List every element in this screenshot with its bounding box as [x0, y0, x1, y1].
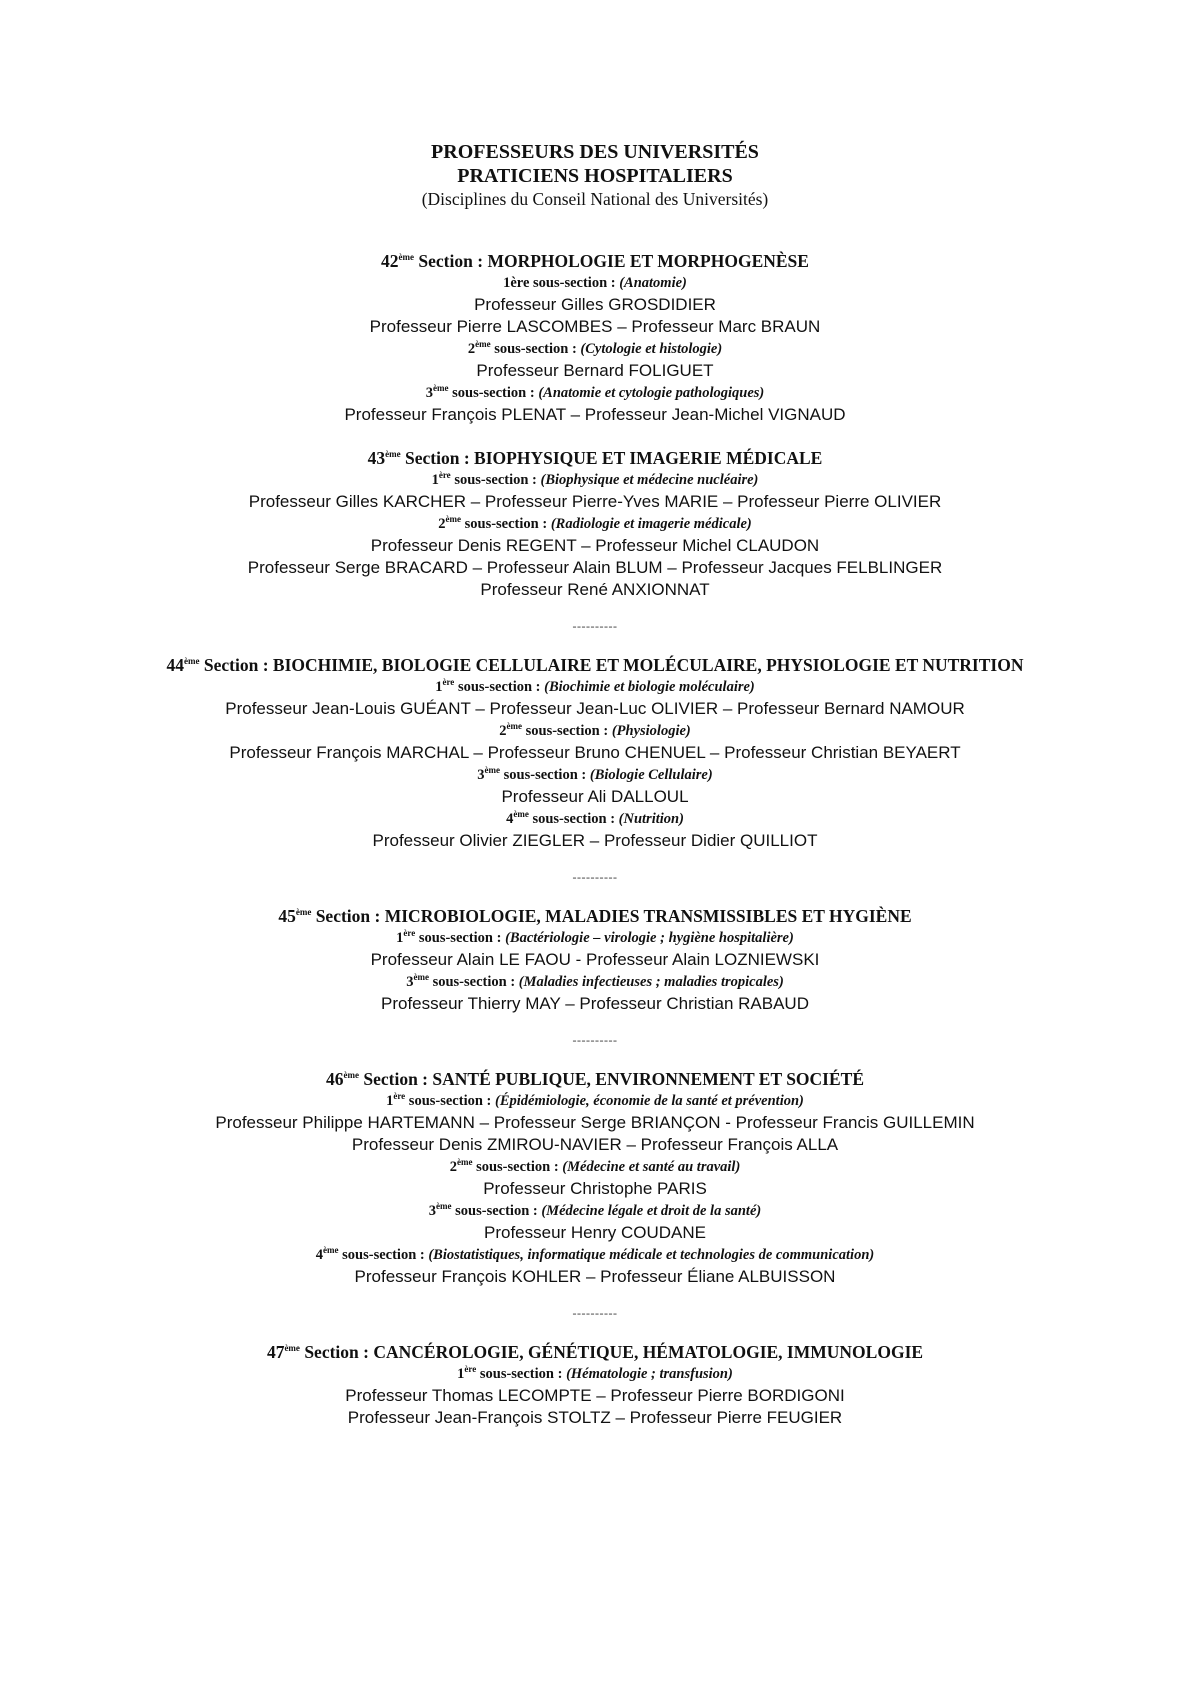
professor-names-line: Professeur François KOHLER – Professeur Éliane ALBUISSON	[354, 1267, 836, 1286]
subsection-heading	[0, 720, 1190, 742]
subsection-label: sous-section :	[450, 472, 541, 488]
subsection-heading	[0, 1156, 1190, 1178]
subsection-number-suffix: ère	[393, 1091, 406, 1102]
subsection-name: (Biochimie et biologie moléculaire)	[544, 679, 755, 695]
subsection-name: (Médecine légale et droit de la santé)	[541, 1203, 762, 1219]
subsection-heading	[0, 1244, 1190, 1266]
section-label: Section :	[199, 655, 273, 675]
professor-names-line: Professeur Bernard FOLIGUET	[476, 361, 714, 380]
subsection-label: sous-section :	[529, 275, 620, 291]
section-44	[0, 654, 1190, 852]
subsection-number-suffix: ème	[506, 721, 522, 732]
subsection-number: 1	[457, 1366, 465, 1382]
section-number: 44	[166, 655, 184, 675]
subsection-number: 3	[477, 767, 485, 783]
professor-names-line: Professeur Olivier ZIEGLER – Professeur Didier QUILLIOT	[372, 831, 818, 850]
professor-names-line: Professeur René ANXIONNAT	[480, 580, 710, 599]
subsection-number-suffix: ème	[323, 1245, 339, 1256]
section-number-suffix: ème	[343, 1070, 359, 1081]
document-header	[0, 0, 1190, 210]
section-number: 43	[367, 448, 386, 468]
section-42	[0, 250, 1190, 426]
section-number-suffix: ème	[398, 252, 415, 263]
subsection-number: 1	[431, 472, 439, 488]
subsection-label: sous-section :	[428, 974, 519, 990]
subsection-number: 2	[438, 516, 446, 532]
section-separator: ----------	[572, 1306, 618, 1320]
subsection-heading	[0, 513, 1190, 535]
section-47	[0, 1341, 1190, 1429]
professor-names-line: Professeur Denis ZMIROU-NAVIER – Professeur François ALLA	[351, 1135, 839, 1154]
section-label: Section :	[400, 448, 475, 468]
subsection-number: 3	[425, 385, 433, 401]
section-heading	[145, 250, 1045, 272]
subsection-heading	[0, 1200, 1190, 1222]
subsection-name: (Cytologie et histologie)	[580, 341, 723, 357]
section-number: 42	[381, 251, 399, 271]
section-heading	[145, 1341, 1045, 1363]
subsection-name: (Anatomie)	[619, 275, 687, 291]
subsection-number-suffix: ère	[403, 928, 416, 939]
subsection-heading	[0, 808, 1190, 830]
subsection-number-suffix: ème	[413, 972, 429, 983]
subsection-name: (Bactériologie – virologie ; hygiène hospitalière)	[505, 930, 794, 946]
section-heading	[145, 1068, 1045, 1090]
professor-names-line: Professeur Philippe HARTEMANN – Professeur Serge BRIANÇON - Professeur Francis GUILLEMIN	[215, 1113, 975, 1132]
professor-names-line: Professeur Serge BRACARD – Professeur Alain BLUM – Professeur Jacques FELBLINGER	[247, 558, 943, 577]
subsection-number-suffix: ème	[456, 1157, 473, 1168]
professor-names-line: Professeur Denis REGENT – Professeur Michel CLAUDON	[370, 536, 820, 555]
subsection-label: sous-section :	[476, 1366, 567, 1382]
professor-names-line: Professeur François MARCHAL – Professeur Bruno CHENUEL – Professeur Christian BEYAERT	[229, 743, 961, 762]
subsection-number: 2	[467, 341, 476, 357]
subsection-number-suffix: ème	[432, 383, 449, 394]
subsection-number: 3	[428, 1203, 437, 1219]
subsection-name: (Hématologie ; transfusion)	[566, 1366, 733, 1382]
subsection-heading	[0, 338, 1190, 360]
section-number-suffix: ème	[385, 449, 401, 460]
professor-names-line: Professeur Thierry MAY – Professeur Christian RABAUD	[381, 994, 809, 1013]
section-number-suffix: ème	[284, 1343, 300, 1354]
subsection-number-suffix: ère	[442, 677, 455, 688]
section-title: BIOCHIMIE, BIOLOGIE CELLULAIRE ET MOLÉCULAIRE, PHYSIOLOGIE ET NUTRITION	[272, 655, 1024, 675]
subsection-number-suffix: ème	[445, 514, 461, 525]
subsection-heading	[0, 971, 1190, 993]
subsection-number: 1	[396, 930, 404, 946]
subsection-number-suffix: ème	[513, 809, 529, 820]
subsection-number: 1	[386, 1093, 394, 1109]
subsection-label: sous-section :	[521, 723, 612, 739]
subsection-name: (Biologie Cellulaire)	[589, 767, 713, 783]
professor-names-line: Professeur Henry COUDANE	[483, 1223, 706, 1242]
subsection-heading	[0, 469, 1190, 491]
subsection-heading	[0, 1363, 1190, 1385]
section-number: 46	[325, 1069, 344, 1089]
section-separator: ----------	[572, 870, 618, 884]
subsection-number: 2	[449, 1159, 457, 1175]
section-43	[0, 447, 1190, 601]
subsection-number: 1	[435, 679, 443, 695]
subtitle: (Disciplines du Conseil National des Universités)	[421, 189, 769, 209]
subsection-label: sous-section :	[500, 767, 590, 783]
subsection-heading	[0, 382, 1190, 404]
title-line-1: PROFESSEURS DES UNIVERSITÉS	[431, 141, 759, 163]
subsection-name: (Maladies infectieuses ; maladies tropicales)	[518, 974, 784, 990]
professor-names-line: Professeur Christophe PARIS	[483, 1179, 707, 1198]
section-number-suffix: ème	[295, 907, 312, 918]
professor-names-line: Professeur Alain LE FAOU - Professeur Alain LOZNIEWSKI	[370, 950, 820, 969]
subsection-name: (Anatomie et cytologie pathologiques)	[538, 385, 765, 401]
section-label: Section :	[358, 1069, 433, 1089]
subsection-heading	[0, 764, 1190, 786]
sections-container	[0, 250, 1190, 1429]
section-title: MORPHOLOGIE ET MORPHOGENÈSE	[487, 251, 809, 271]
section-46	[0, 1068, 1190, 1288]
section-heading	[145, 654, 1045, 676]
section-number-suffix: ème	[184, 656, 200, 667]
section-heading	[145, 905, 1045, 927]
subsection-number-suffix: ème	[436, 1201, 452, 1212]
subsection-name: (Épidémiologie, économie de la santé et prévention)	[495, 1093, 804, 1109]
subsection-number-suffix: ème	[484, 765, 501, 776]
section-45	[0, 905, 1190, 1015]
subsection-label: sous-section :	[448, 385, 539, 401]
section-label: Section :	[414, 251, 488, 271]
subsection-name: (Radiologie et imagerie médicale)	[550, 516, 752, 532]
subsection-label: sous-section :	[472, 1159, 563, 1175]
subsection-label: sous-section :	[405, 1093, 495, 1109]
subsection-number: 1ère	[503, 275, 530, 291]
subsection-number-suffix: ère	[464, 1364, 477, 1375]
professor-names-line: Professeur François PLENAT – Professeur Jean-Michel VIGNAUD	[344, 405, 846, 424]
subsection-heading	[0, 676, 1190, 698]
section-separator: ----------	[572, 619, 618, 633]
subsection-heading	[0, 927, 1190, 949]
subsection-name: (Biostatistiques, informatique médicale et technologies de communication)	[428, 1247, 875, 1263]
subsection-heading	[0, 1090, 1190, 1112]
subsection-number: 2	[499, 723, 507, 739]
section-separator: ----------	[572, 1033, 618, 1047]
section-title: MICROBIOLOGIE, MALADIES TRANSMISSIBLES ET HYGIÈNE	[384, 906, 912, 926]
section-label: Section :	[311, 906, 385, 926]
subsection-name: (Biophysique et médecine nucléaire)	[540, 472, 759, 488]
subsection-number: 4	[315, 1247, 324, 1263]
professor-names-line: Professeur Gilles KARCHER – Professeur Pierre-Yves MARIE – Professeur Pierre OLIVIER	[248, 492, 942, 511]
professor-names-line: Professeur Ali DALLOUL	[501, 787, 689, 806]
section-title: CANCÉROLOGIE, GÉNÉTIQUE, HÉMATOLOGIE, IMMUNOLOGIE	[373, 1342, 924, 1362]
subsection-number: 4	[506, 811, 514, 827]
subsection-label: sous-section :	[415, 930, 506, 946]
subsection-label: sous-section :	[528, 811, 619, 827]
subsection-label: sous-section :	[451, 1203, 542, 1219]
subsection-name: (Physiologie)	[611, 723, 691, 739]
section-number: 47	[266, 1342, 285, 1362]
subsection-label: sous-section :	[460, 516, 551, 532]
subsection-label: sous-section :	[454, 679, 545, 695]
subsection-label: sous-section :	[490, 341, 581, 357]
professor-names-line: Professeur Jean-Louis GUÉANT – Professeur Jean-Luc OLIVIER – Professeur Bernard NAMOUR	[225, 699, 965, 718]
subsection-heading	[0, 272, 1190, 294]
subsection-number-suffix: ème	[475, 339, 491, 350]
title-line-2: PRATICIENS HOSPITALIERS	[457, 165, 733, 187]
section-label: Section :	[299, 1342, 374, 1362]
subsection-name: (Nutrition)	[618, 811, 684, 827]
professor-names-line: Professeur Pierre LASCOMBES – Professeur Marc BRAUN	[369, 317, 821, 336]
subsection-number-suffix: ère	[438, 470, 451, 481]
subsection-label: sous-section :	[338, 1247, 429, 1263]
section-title: SANTÉ PUBLIQUE, ENVIRONNEMENT ET SOCIÉTÉ	[432, 1069, 865, 1089]
professor-names-line: Professeur Gilles GROSDIDIER	[474, 295, 716, 314]
section-number: 45	[278, 906, 296, 926]
professor-names-line: Professeur Thomas LECOMPTE – Professeur Pierre BORDIGONI	[345, 1386, 845, 1405]
subsection-name: (Médecine et santé au travail)	[562, 1159, 741, 1175]
section-title: BIOPHYSIQUE ET IMAGERIE MÉDICALE	[474, 448, 823, 468]
subsection-number: 3	[406, 974, 414, 990]
section-heading	[145, 447, 1045, 469]
professor-names-line: Professeur Jean-François STOLTZ – Professeur Pierre FEUGIER	[347, 1408, 843, 1427]
